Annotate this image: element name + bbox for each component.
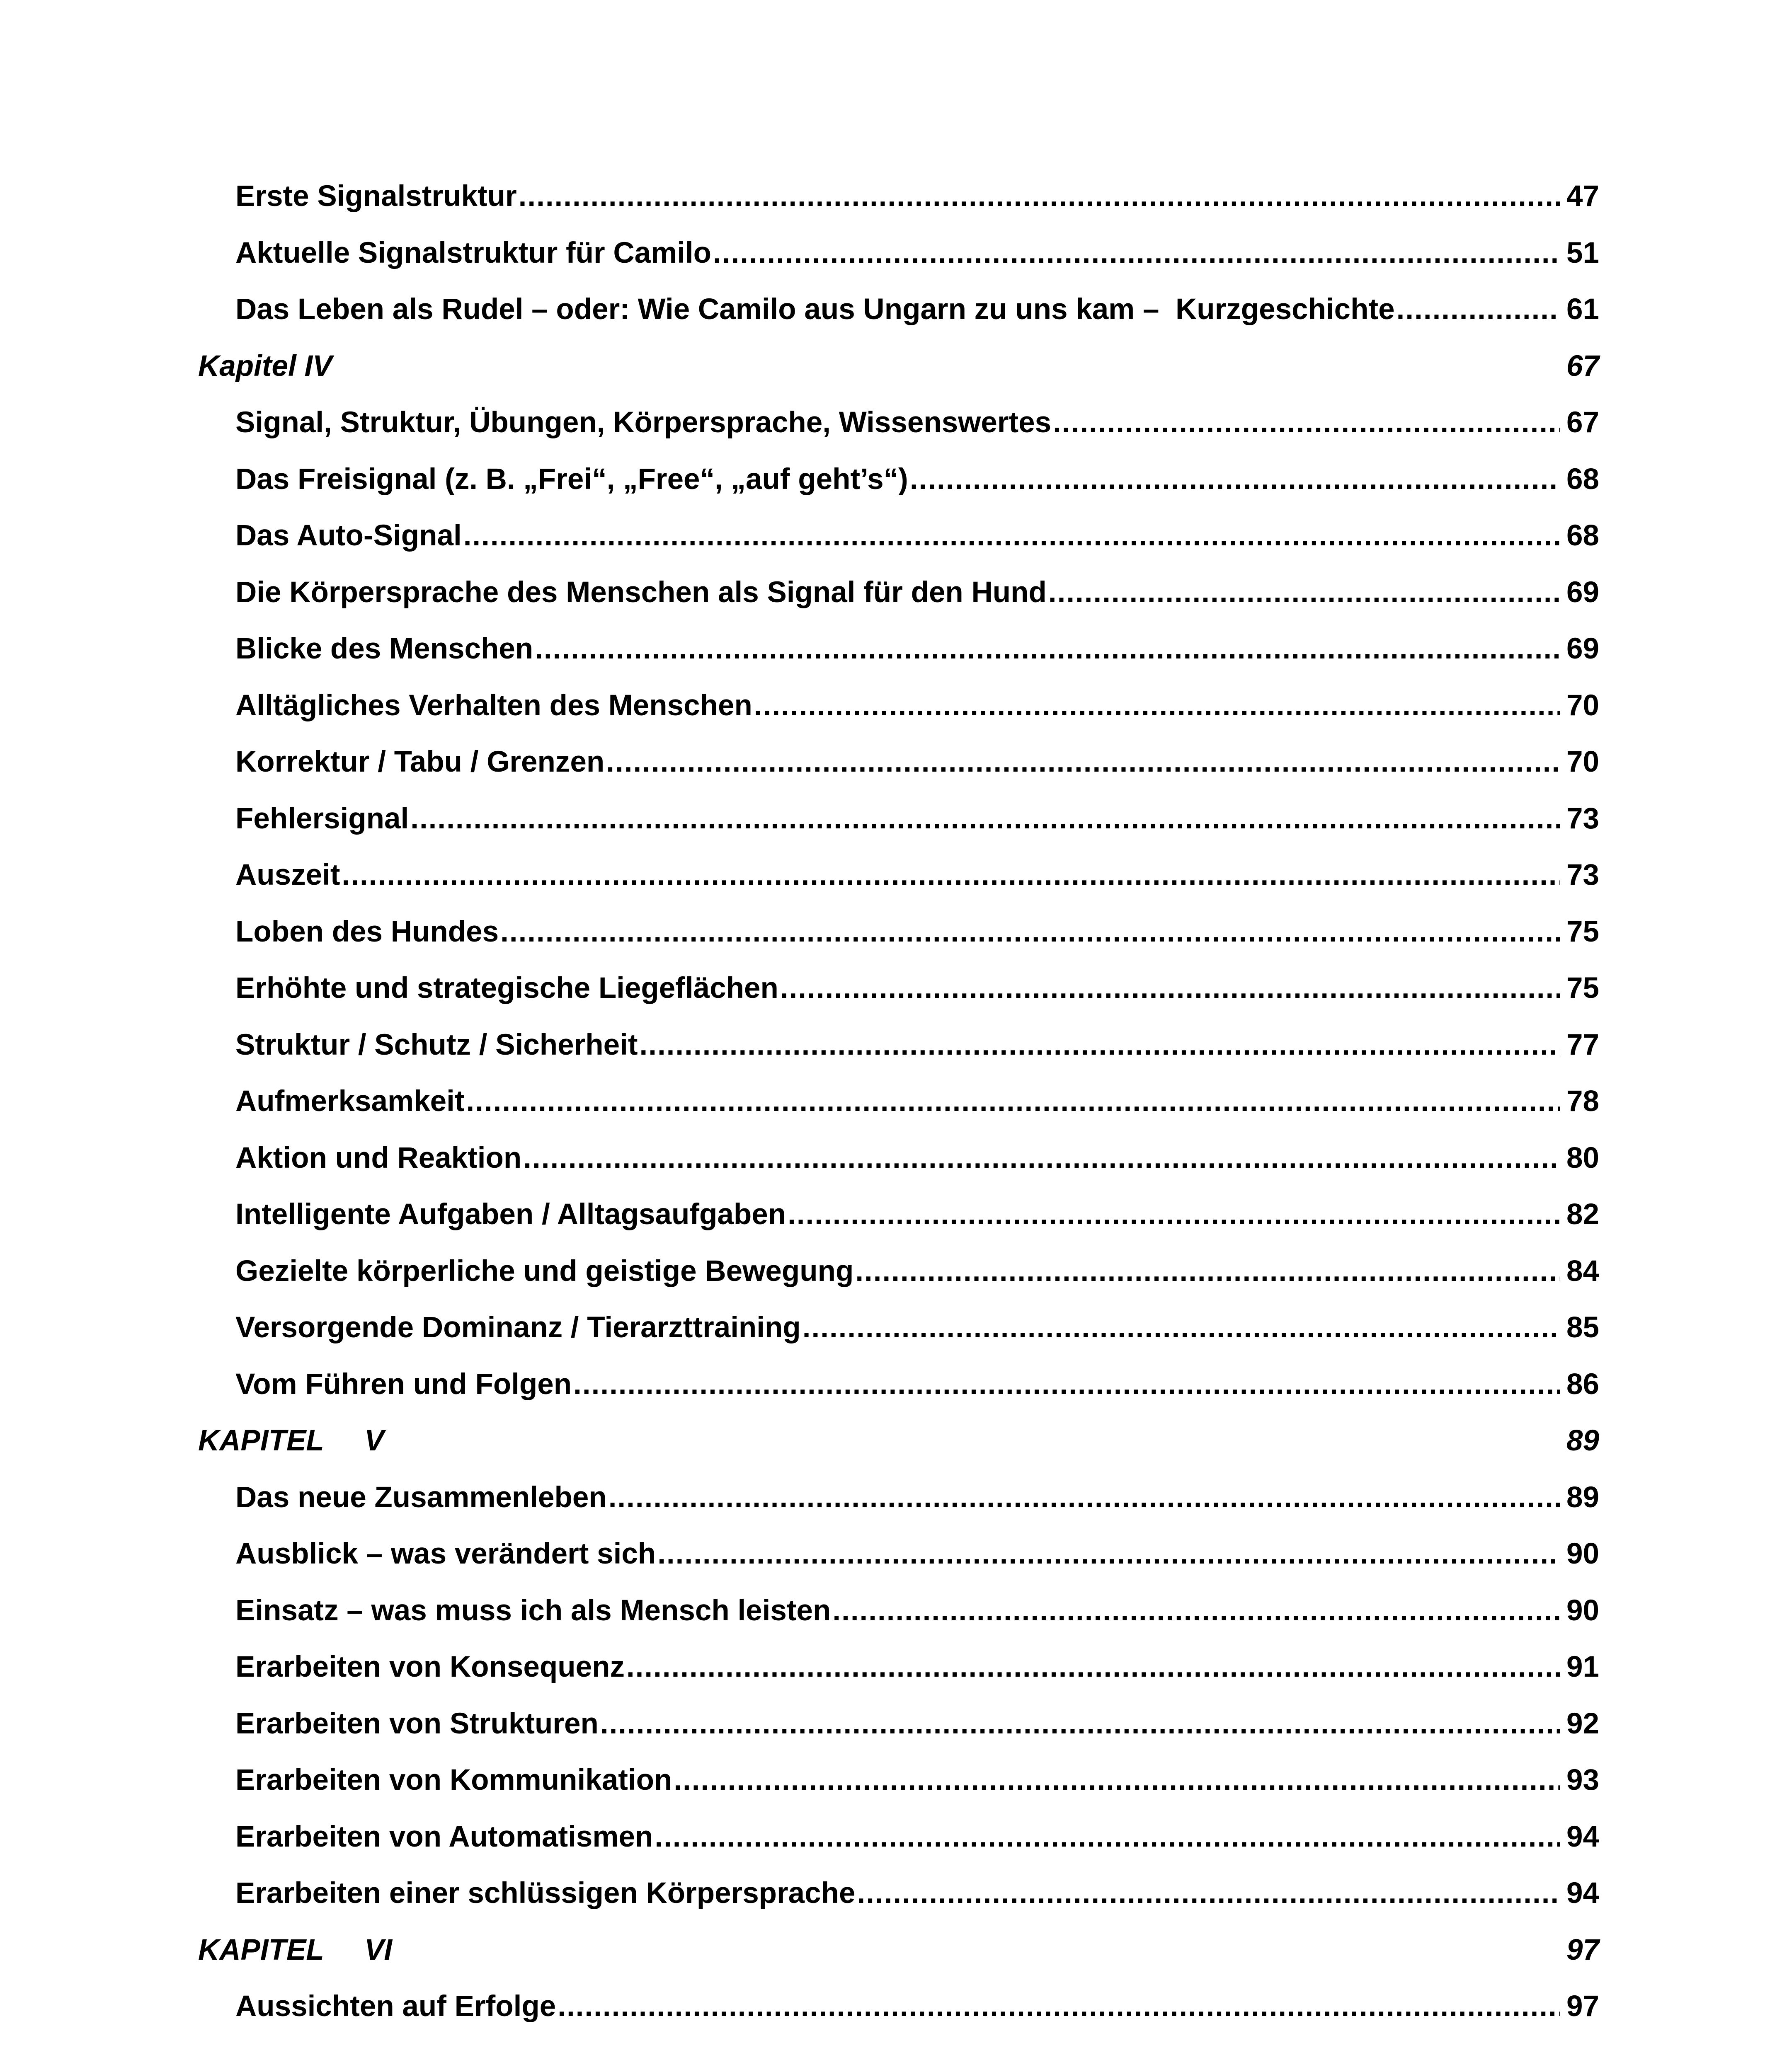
toc-entry [198,734,1599,791]
page-number: 78 [1566,1085,1599,1118]
entry-title: Erarbeiten einer schlüssigen Körpersprache [235,1877,856,1910]
dot-leader [655,1809,1560,1866]
toc-entry [198,1469,1599,1526]
page-number: 75 [1566,915,1599,948]
chapter-title: Kapitel IV [198,349,332,382]
dot-leader [832,1583,1560,1639]
toc-chapter-heading [198,338,1599,395]
toc-entry [198,847,1599,904]
toc-entry [198,451,1599,508]
toc-chapter-heading [198,1922,1599,1979]
dot-leader [500,904,1560,961]
entry-title: Fehlersignal [235,802,409,835]
page-number: 92 [1566,1707,1599,1740]
dot-leader [609,1469,1560,1526]
toc-entry [198,1017,1599,1074]
dot-leader [535,621,1560,678]
dot-leader [1053,395,1560,451]
dot-leader [1048,564,1560,621]
entry-title: Korrektur / Tabu / Grenzen [235,746,605,778]
dot-leader [855,1243,1560,1300]
toc-entry [198,508,1599,564]
dot-leader [519,168,1560,225]
dot-leader [606,734,1560,791]
toc-entry [198,1583,1599,1639]
page-number: 70 [1566,689,1599,722]
entry-title: Struktur / Schutz / Sicherheit [235,1028,638,1061]
dot-leader [410,791,1560,847]
dot-leader [1396,281,1560,338]
page-number: 90 [1566,1594,1599,1627]
entry-title: Aktion und Reaktion [235,1141,522,1174]
page-number: 97 [1566,1990,1599,2023]
page-number: 91 [1566,1651,1599,1683]
page-number: 97 [1566,1933,1599,1966]
toc-entry [198,1526,1599,1583]
page-number: 67 [1566,406,1599,439]
page-number: 68 [1566,519,1599,552]
page-number: 94 [1566,1877,1599,1910]
page-number: 70 [1566,746,1599,778]
page-number: 69 [1566,576,1599,609]
entry-title: Erarbeiten von Kommunikation [235,1764,672,1796]
page-number: 67 [1566,349,1599,382]
page-number: 68 [1566,462,1599,496]
toc-entry [198,904,1599,961]
toc-entry [198,1752,1599,1809]
dot-leader [713,225,1560,282]
toc-entry [198,678,1599,734]
toc-entry [198,1130,1599,1187]
toc-entry [198,791,1599,847]
entry-title: Die Körpersprache des Menschen als Signal für den Hund [235,576,1047,609]
dot-leader [780,960,1560,1017]
dot-leader [573,1356,1560,1413]
page-number: 80 [1566,1141,1599,1174]
page-number: 85 [1566,1311,1599,1344]
entry-title: Ausblick – was verändert sich [235,1537,656,1570]
toc-entry [198,1696,1599,1752]
dot-leader [558,1978,1560,2035]
dot-leader [466,1073,1560,1130]
page-number: 73 [1566,802,1599,835]
page-number: 47 [1566,180,1599,213]
entry-title: Alltägliches Verhalten des Menschen [235,689,752,722]
toc-entry [198,1356,1599,1413]
toc-entry [198,1978,1599,2035]
page-number: 86 [1566,1368,1599,1401]
entry-title: Auszeit [235,859,340,891]
toc-entry [198,1865,1599,1922]
dot-leader [463,508,1560,564]
page-number: 89 [1566,1481,1599,1514]
dot-leader [857,1865,1560,1922]
entry-title: Erste Signalstruktur [235,180,517,213]
entry-title: Das Auto-Signal [235,519,462,552]
page-number: 89 [1566,1424,1599,1457]
entry-title: Aussichten auf Erfolge [235,1990,556,2023]
toc-entry [198,1186,1599,1243]
toc-entry [198,1073,1599,1130]
toc-entry [198,225,1599,282]
chapter-title: KAPITEL VI [198,1933,393,1966]
toc-entry [198,621,1599,678]
entry-title: Erarbeiten von Strukturen [235,1707,599,1740]
toc-entry [198,564,1599,621]
entry-title: Das Leben als Rudel – oder: Wie Camilo aus Ungarn zu uns kam – Kurzgeschichte [235,293,1395,326]
dot-leader [910,451,1560,508]
toc-entry [198,1300,1599,1356]
entry-title: Aktuelle Signalstruktur für Camilo [235,236,712,269]
page-number: 77 [1566,1028,1599,1061]
page-number: 73 [1566,859,1599,891]
entry-title: Erarbeiten von Konsequenz [235,1651,625,1683]
chapter-title: KAPITEL V [198,1424,384,1457]
toc-entry [198,395,1599,451]
page-number: 69 [1566,632,1599,665]
page-number: 51 [1566,236,1599,269]
dot-leader [640,1017,1561,1074]
table-of-contents [198,168,1599,2035]
toc-entry [198,281,1599,338]
entry-title: Gezielte körperliche und geistige Bewegung [235,1254,854,1288]
dot-leader [802,1300,1560,1356]
page-number: 90 [1566,1537,1599,1570]
toc-entry [198,1243,1599,1300]
page-number: 93 [1566,1764,1599,1796]
dot-leader [342,847,1561,904]
toc-entry [198,960,1599,1017]
dot-leader [674,1752,1560,1809]
entry-title: Erhöhte und strategische Liegeflächen [235,972,778,1005]
entry-title: Intelligente Aufgaben / Alltagsaufgaben [235,1198,786,1231]
page-number: 75 [1566,972,1599,1005]
page-number: 61 [1566,293,1599,326]
toc-entry [198,1809,1599,1866]
entry-title: Einsatz – was muss ich als Mensch leisten [235,1594,831,1627]
toc-chapter-heading [198,1413,1599,1469]
entry-title: Das Freisignal (z. B. „Frei“, „Free“, „auf geht’s“) [235,462,908,496]
dot-leader [657,1526,1560,1583]
entry-title: Das neue Zusammenleben [235,1481,607,1514]
toc-entry [198,168,1599,225]
dot-leader [626,1639,1560,1696]
page-number: 84 [1566,1254,1599,1288]
entry-title: Erarbeiten von Automatismen [235,1820,653,1853]
entry-title: Versorgende Dominanz / Tierarzttraining [235,1311,801,1344]
dot-leader [600,1696,1560,1752]
toc-entry [198,1639,1599,1696]
entry-title: Aufmerksamkeit [235,1085,465,1118]
page-number: 82 [1566,1198,1599,1231]
entry-title: Vom Führen und Folgen [235,1368,572,1401]
dot-leader [788,1186,1560,1243]
page-number: 94 [1566,1820,1599,1853]
dot-leader [523,1130,1560,1187]
entry-title: Blicke des Menschen [235,632,533,665]
entry-title: Loben des Hundes [235,915,499,948]
dot-leader [754,678,1560,734]
entry-title: Signal, Struktur, Übungen, Körpersprache, Wissenswertes [235,406,1052,439]
